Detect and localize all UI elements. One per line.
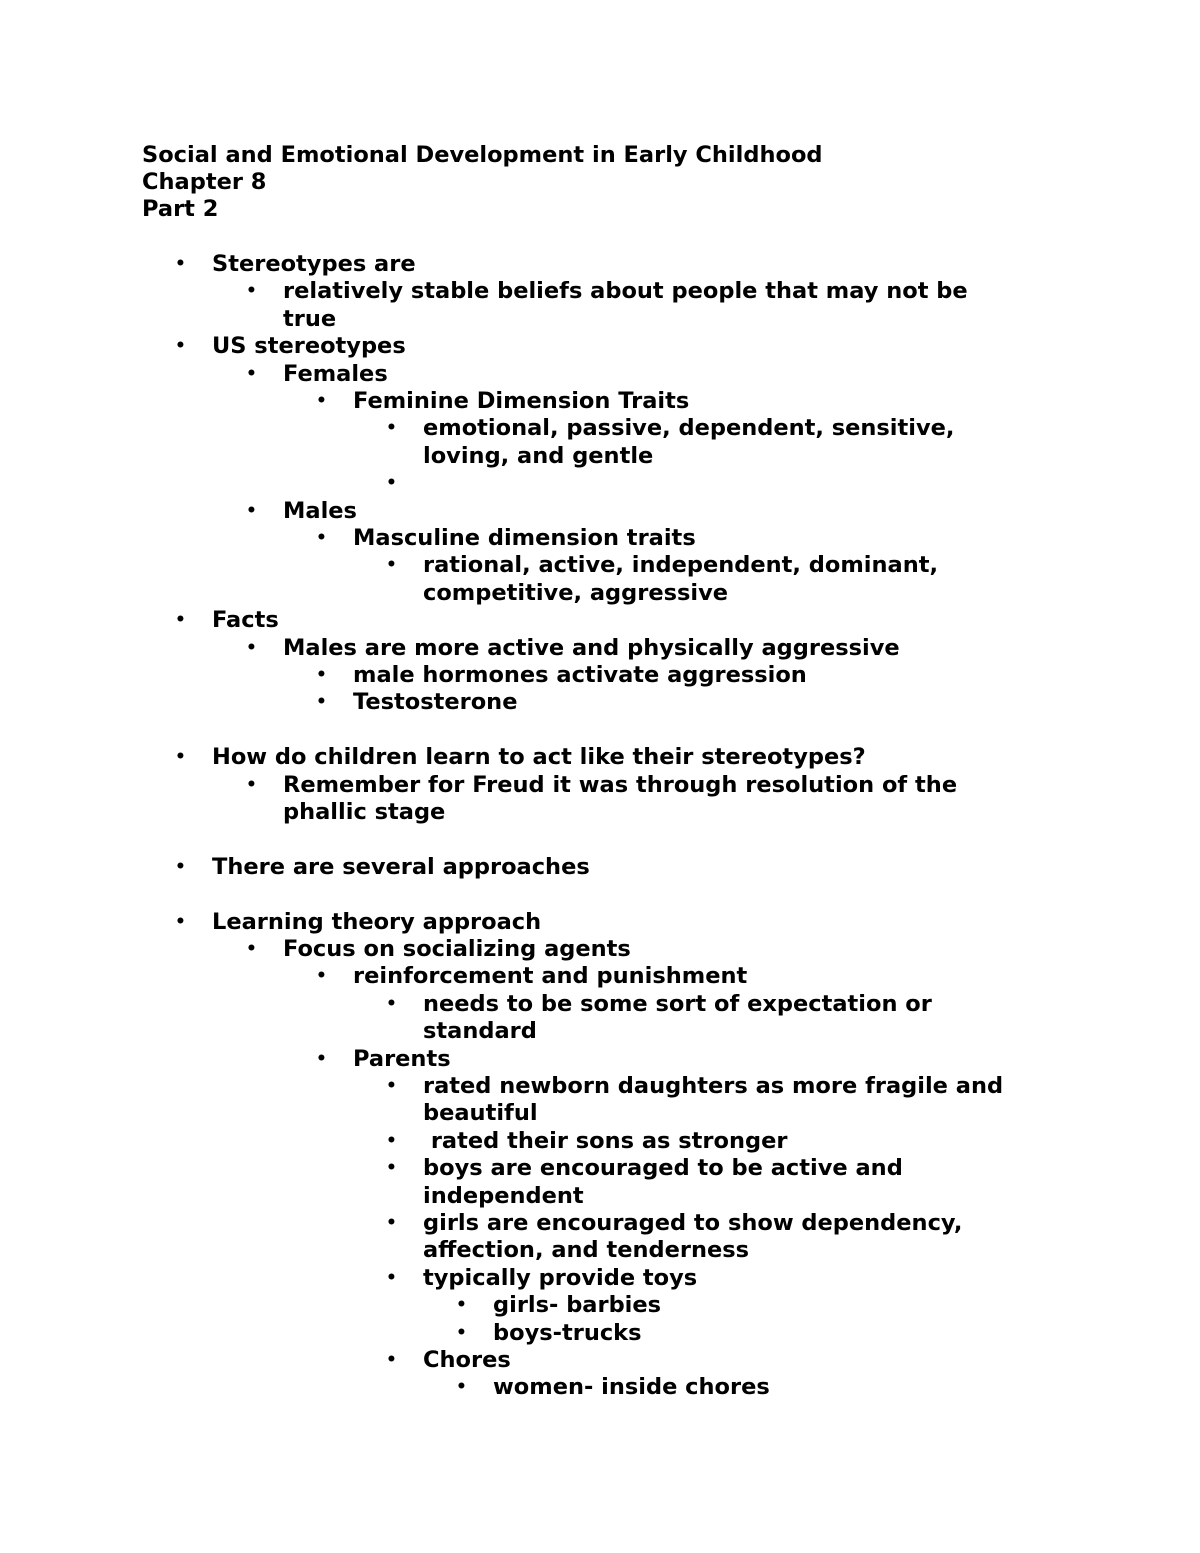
outline-item-text: girls are encouraged to show dependency, (423, 1210, 963, 1236)
outline-item-text: There are several approaches (212, 853, 590, 880)
bullet-icon: • (246, 939, 257, 959)
outline-item-text: emotional, passive, dependent, sensitive, (423, 415, 955, 442)
outline-item-text: affection, and tenderness (423, 1237, 750, 1264)
outline-item-text: Males are more active and physically aggressive (283, 634, 900, 661)
outline-item-text: Testosterone (353, 689, 518, 716)
outline-item-text: boys are encouraged to be active and (423, 1155, 903, 1182)
bullet-icon: • (456, 1377, 467, 1398)
outline-item-text: Focus on socializing agents (283, 936, 631, 962)
bullet-icon: • (456, 1322, 467, 1343)
outline-item-text: typically provide toys (423, 1264, 698, 1291)
outline-item-text: male hormones activate aggression (353, 662, 807, 688)
bullet-icon: • (386, 1076, 397, 1096)
outline-item-text: Feminine Dimension Traits (353, 388, 690, 414)
bullet-icon: • (175, 610, 186, 631)
bullet-icon: • (246, 363, 257, 384)
outline-item-text: Chores (423, 1347, 511, 1373)
bullet-icon: • (316, 391, 327, 411)
bullet-icon: • (386, 1158, 397, 1179)
outline-item-text: competitive, aggressive (423, 579, 729, 606)
bullet-icon: • (456, 1295, 467, 1316)
bullet-icon: • (386, 993, 397, 1014)
bullet-icon: • (175, 911, 186, 932)
outline-item-text: independent (423, 1182, 584, 1209)
outline-item-text: rated newborn daughters as more fragile and (423, 1073, 1004, 1099)
bullet-icon: • (175, 336, 186, 357)
outline-item-text: relatively stable beliefs about people that may not be (283, 278, 968, 305)
outline-item-text: girls- barbies (493, 1292, 662, 1319)
chapter-label: Chapter 8 (142, 169, 267, 195)
bullet-icon: • (386, 555, 397, 576)
bullet-icon: • (316, 1048, 327, 1069)
bullet-icon: • (316, 966, 327, 987)
outline-item-text: rational, active, independent, dominant, (423, 552, 939, 579)
bullet-icon: • (386, 473, 397, 494)
outline-item-text: Parents (353, 1045, 451, 1072)
bullet-icon: • (246, 500, 257, 521)
outline-item-text: standard (423, 1018, 537, 1045)
bullet-icon: • (175, 856, 186, 877)
outline-item-text: true (283, 305, 337, 332)
outline-item-text: women- inside chores (493, 1374, 770, 1401)
outline-item-text: phallic stage (283, 799, 446, 825)
outline-item-text: Masculine dimension traits (353, 525, 696, 551)
bullet-icon: • (316, 665, 327, 685)
outline-item-text: loving, and gentle (423, 442, 654, 469)
outline-item-text: needs to be some sort of expectation or (423, 990, 932, 1017)
outline-item-text: reinforcement and punishment (353, 963, 748, 990)
bullet-icon: • (175, 254, 186, 274)
outline-item-text: boys-trucks (493, 1319, 642, 1346)
bullet-icon: • (175, 747, 186, 768)
bullet-icon: • (246, 774, 257, 795)
bullet-icon: • (246, 281, 257, 302)
outline-item-text: Stereotypes are (212, 251, 416, 277)
outline-item-text: Females (283, 360, 388, 387)
bullet-icon: • (316, 528, 327, 548)
document-title: Social and Emotional Development in Early Childhood (142, 142, 823, 168)
bullet-icon: • (386, 1130, 397, 1151)
outline-item-text: rated their sons as stronger (423, 1127, 788, 1154)
outline-item-text: Males (283, 497, 357, 524)
outline-item-text: Learning theory approach (212, 908, 542, 935)
outline-item-text: US stereotypes (212, 333, 406, 360)
bullet-icon: • (386, 418, 397, 439)
outline-item-text: How do children learn to act like their stereotypes? (212, 744, 866, 771)
outline-item-text: Facts (212, 607, 279, 634)
outline-item-text: Remember for Freud it was through resolution of the (283, 771, 958, 798)
part-label: Part 2 (142, 196, 219, 222)
outline-item-text: beautiful (423, 1100, 538, 1127)
bullet-icon: • (386, 1350, 397, 1370)
bullet-icon: • (246, 637, 257, 658)
bullet-icon: • (316, 692, 327, 713)
bullet-icon: • (386, 1267, 397, 1288)
bullet-icon: • (386, 1213, 397, 1233)
